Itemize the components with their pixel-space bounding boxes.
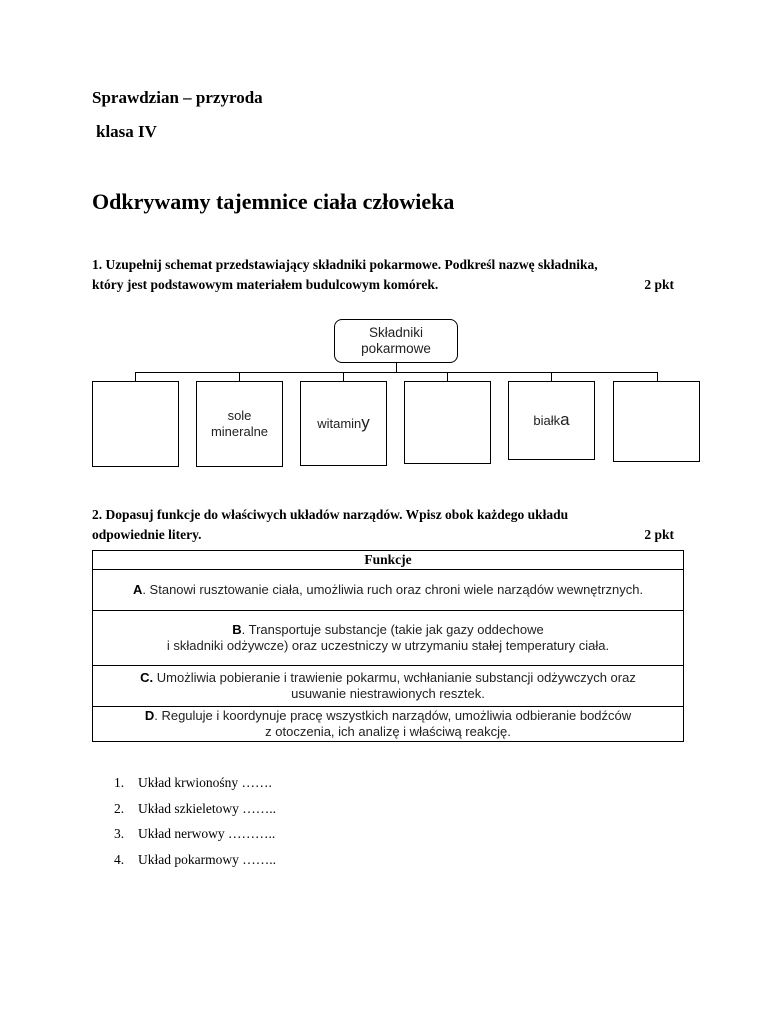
- table-header: Funkcje: [93, 551, 684, 570]
- list-item[interactable]: [114, 796, 276, 822]
- function-cell-c: [93, 666, 684, 707]
- list-text: Układ szkieletowy ……..: [138, 800, 276, 816]
- answers-list: [114, 770, 276, 872]
- function-cell-a: [93, 570, 684, 611]
- table-row: [93, 666, 684, 707]
- functions-table: [92, 550, 684, 742]
- box-witaminy: [300, 381, 387, 466]
- bialka-label-end: a: [560, 410, 570, 429]
- list-item[interactable]: [114, 821, 276, 847]
- list-text: Układ pokarmowy ……..: [138, 851, 276, 867]
- root-box-nutrients: [334, 319, 458, 363]
- task2-points: 2 pkt: [644, 527, 674, 542]
- witaminy-label-end: y: [361, 413, 370, 432]
- function-letter: D: [144, 708, 155, 723]
- sole-label-line2: mineralne: [210, 424, 269, 439]
- function-letter: A: [132, 582, 143, 597]
- list-text: Układ krwionośny …….: [138, 775, 272, 790]
- list-number: 2.: [114, 800, 125, 816]
- box-sole-mineralne: [196, 381, 283, 467]
- table-row: [93, 707, 684, 742]
- task1-line1: 1. Uzupełnij schemat przedstawiający składniki pokarmowe. Podkreśl nazwę składnika,: [92, 257, 598, 272]
- list-item[interactable]: [114, 770, 276, 796]
- root-label-line2: pokarmowe: [361, 341, 431, 356]
- list-item[interactable]: [114, 847, 276, 873]
- function-text-line2: z otoczenia, ich analizę i właściwą reakcję.: [265, 724, 511, 739]
- bialka-label: białk: [533, 413, 561, 428]
- list-number: 4.: [114, 851, 125, 867]
- list-text: Układ nerwowy ………..: [138, 826, 276, 841]
- task1-points: 2 pkt: [644, 277, 674, 292]
- task2-line2-row: [92, 525, 674, 545]
- function-text-line2: usuwanie niestrawionych resztek.: [291, 686, 485, 701]
- list-number: 1.: [114, 775, 125, 790]
- function-letter: B: [232, 622, 242, 637]
- function-text: . Reguluje i koordynuje pracę wszystkich narządów, umożliwia odbieranie bodźców: [154, 708, 632, 723]
- page-title: Odkrywamy tajemnice ciała człowieka: [92, 189, 455, 214]
- function-cell-d: [93, 707, 684, 742]
- blank-box-1[interactable]: [92, 381, 179, 467]
- subtitle: Sprawdzian – przyroda: [92, 88, 263, 107]
- task2-line2: odpowiednie litery.: [92, 527, 202, 542]
- task1-line2: który jest podstawowym materiałem budulcowym komórek.: [92, 277, 439, 292]
- box-bialka: [508, 381, 595, 460]
- task2-line1: 2. Dopasuj funkcje do właściwych układów narządów. Wpisz obok każdego układu: [92, 507, 569, 522]
- connector-horizontal: [135, 372, 658, 373]
- witaminy-label: witamin: [317, 416, 362, 431]
- function-text: . Transportuje substancje (takie jak gazy oddechowe: [241, 622, 544, 637]
- function-text: Umożliwia pobieranie i trawienie pokarmu, wchłanianie substancji odżywczych oraz: [153, 670, 636, 685]
- table-row: [93, 611, 684, 666]
- blank-box-2[interactable]: [404, 381, 491, 464]
- function-text: . Stanowi rusztowanie ciała, umożliwia ruch oraz chroni wiele narządów wewnętrznych.: [142, 582, 644, 597]
- root-label-line1: Składniki: [368, 325, 424, 340]
- table-row: [93, 570, 684, 611]
- list-number: 3.: [114, 826, 125, 841]
- blank-box-3[interactable]: [613, 381, 700, 462]
- table-header-row: [93, 551, 684, 570]
- function-letter: C.: [140, 670, 154, 685]
- task1-instructions: [92, 255, 674, 295]
- grade: klasa IV: [96, 122, 157, 141]
- task1-line2-row: [92, 275, 674, 295]
- function-text-line2: i składniki odżywcze) oraz uczestniczy w utrzymaniu stałej temperatury ciała.: [166, 638, 610, 653]
- sole-label-line1: sole: [227, 408, 252, 423]
- function-cell-b: [93, 611, 684, 666]
- task2-instructions: [92, 505, 674, 545]
